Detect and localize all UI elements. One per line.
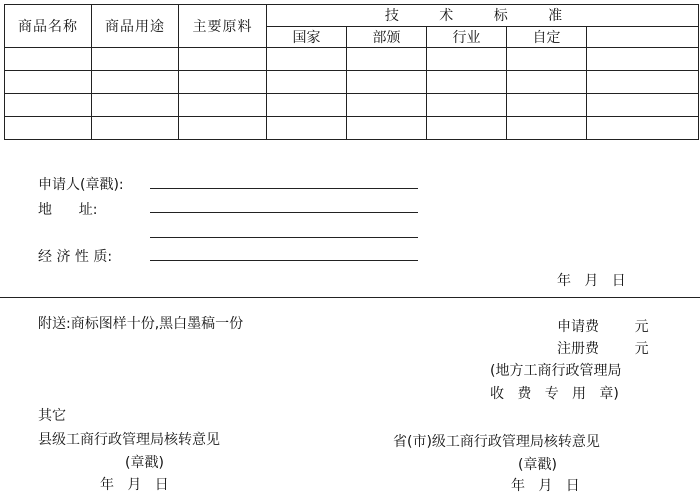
table-cell[interactable] (507, 48, 587, 71)
attachment-note: 附送:商标图样十份,黑白墨稿一份 (38, 316, 244, 332)
table-cell[interactable] (507, 94, 587, 117)
county-stamp: (章戳) (125, 455, 164, 471)
table-cell[interactable] (427, 48, 507, 71)
table-cell[interactable] (5, 48, 92, 71)
address-field[interactable] (150, 212, 418, 213)
table-cell[interactable] (179, 117, 267, 140)
tech-sub-national: 国家 (267, 26, 347, 48)
table-cell[interactable] (347, 94, 427, 117)
tech-sub-self: 自定 (507, 26, 587, 48)
table-cell[interactable] (507, 71, 587, 94)
table-row (5, 48, 699, 71)
table-cell[interactable] (5, 71, 92, 94)
tech-sub-industry: 行业 (427, 26, 507, 48)
table-cell[interactable] (92, 117, 179, 140)
other-label: 其它 (38, 408, 66, 424)
fee-stamp-line2: 收 费 专 用 章) (490, 386, 619, 402)
economy-label: 经 济 性 质: (38, 249, 113, 265)
table-row (5, 71, 699, 94)
table-cell[interactable] (347, 117, 427, 140)
col-header-name: 商品名称 (5, 5, 92, 48)
table-cell[interactable] (267, 71, 347, 94)
applicant-date: 年 月 日 (557, 273, 626, 289)
address-field-2[interactable] (150, 237, 418, 238)
table-cell[interactable] (347, 48, 427, 71)
province-date: 年 月 日 (511, 478, 580, 494)
table-cell[interactable] (427, 94, 507, 117)
application-fee: 申请费 元 (557, 319, 649, 335)
trademark-application-table (4, 4, 699, 140)
table-cell[interactable] (587, 71, 699, 94)
table-cell[interactable] (587, 94, 699, 117)
county-opinion-label: 县级工商行政管理局核转意见 (38, 432, 220, 448)
table-cell[interactable] (92, 94, 179, 117)
table-cell[interactable] (179, 94, 267, 117)
table-cell[interactable] (267, 48, 347, 71)
table-cell[interactable] (267, 117, 347, 140)
county-date: 年 月 日 (100, 477, 169, 493)
table-cell[interactable] (92, 48, 179, 71)
table-cell[interactable] (179, 48, 267, 71)
table-row (5, 94, 699, 117)
tech-standard-header: 技 术 标 准 (267, 5, 699, 27)
table-cell[interactable] (92, 71, 179, 94)
table-cell[interactable] (427, 71, 507, 94)
tech-sub-blank (587, 26, 699, 48)
col-header-material: 主要原料 (179, 5, 267, 48)
address-label: 地 址: (38, 202, 98, 218)
tech-sub-ministry: 部颁 (347, 26, 427, 48)
table-cell[interactable] (5, 94, 92, 117)
section-divider (0, 297, 700, 298)
table-cell[interactable] (587, 117, 699, 140)
applicant-label: 申请人(章戳): (38, 177, 124, 193)
table-cell[interactable] (427, 117, 507, 140)
applicant-field[interactable] (150, 188, 418, 189)
table-cell[interactable] (347, 71, 427, 94)
col-header-usage: 商品用途 (92, 5, 179, 48)
table-row (5, 117, 699, 140)
fee-stamp-line1: (地方工商行政管理局 (490, 363, 622, 379)
table-cell[interactable] (587, 48, 699, 71)
province-opinion-label: 省(市)级工商行政管理局核转意见 (393, 434, 600, 450)
province-stamp: (章戳) (518, 457, 557, 473)
economy-field[interactable] (150, 260, 418, 261)
table-cell[interactable] (5, 117, 92, 140)
table-cell[interactable] (507, 117, 587, 140)
table-cell[interactable] (179, 71, 267, 94)
table-cell[interactable] (267, 94, 347, 117)
registration-fee: 注册费 元 (557, 341, 649, 357)
